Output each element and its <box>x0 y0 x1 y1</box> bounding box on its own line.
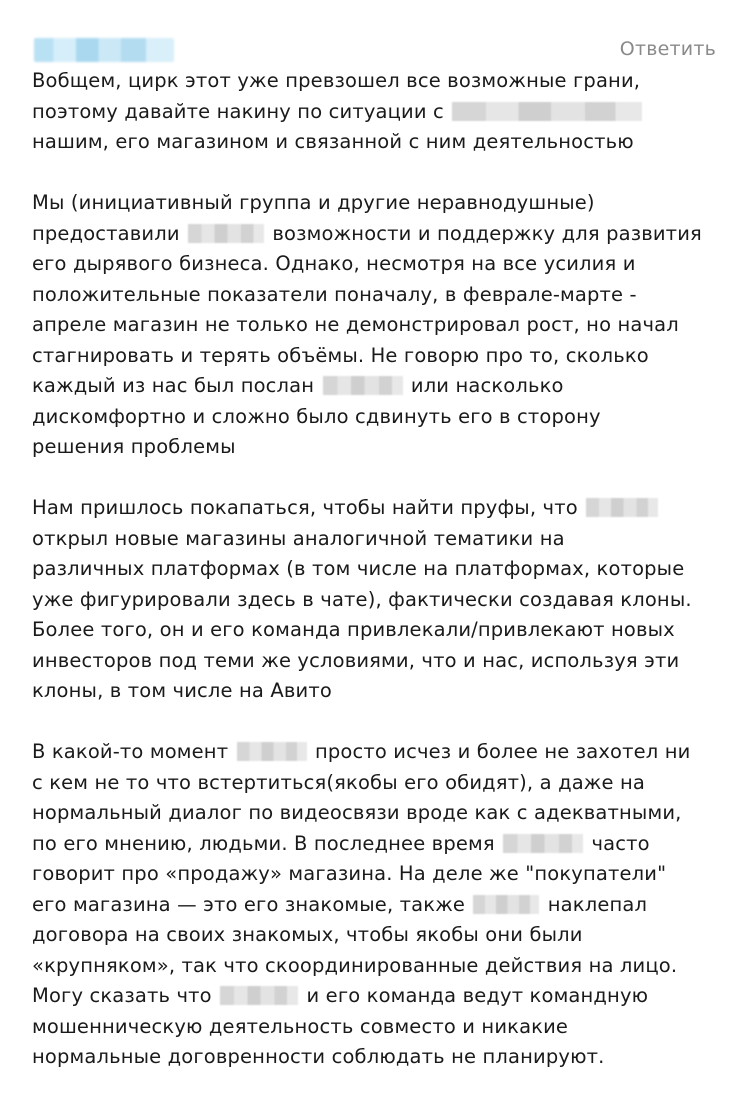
text-line: дискомфортно и сложно было сдвинуть его в сторону <box>32 404 601 428</box>
text-line: инвесторов под теми же условиями, что и нас, используя эти <box>32 648 680 672</box>
redacted-name <box>452 102 642 121</box>
redacted-name <box>188 224 264 243</box>
text-line: открыл новые магазины аналогичной тематики на <box>32 526 565 550</box>
text-line: каждый из нас был послан или насколько <box>32 374 564 397</box>
message-body <box>32 66 722 1073</box>
text-line: его магазина — это его знакомые, также наклепал <box>32 892 648 916</box>
redacted-name <box>220 986 298 1005</box>
text-line: решения проблемы <box>32 435 236 458</box>
text-line: поэтому давайте накину по ситуации с <box>32 97 722 128</box>
text-line: Могу сказать что и его команда ведут командную <box>32 984 649 1007</box>
text-line: предоставили возможности и поддержку для развития <box>32 221 702 245</box>
text-line: «крупняком», так что скоординированные действия на лицо. <box>32 953 678 977</box>
text-line: уже фигурировали здесь в чате), фактически создавая клоны. <box>32 587 692 611</box>
text-line: нормальные договренности соблюдать не планируют. <box>32 1045 605 1068</box>
text-line: нашим, его магазином и связанной с ним деятельностью <box>32 130 634 153</box>
text-line: В какой-то момент просто исчез и более не захотел ни <box>32 740 691 763</box>
redacted-name <box>237 742 307 761</box>
text-line: Вобщем, цирк этот уже превзошел все возможные грани, <box>32 69 641 92</box>
text-line: Более того, он и его команда привлекали/привлекают новых <box>32 618 675 641</box>
text-line: договора на своих знакомых, чтобы якобы они были <box>32 923 583 946</box>
author-name-redacted[interactable] <box>34 38 174 62</box>
text-line: мошенническую деятельность совместо и никакие <box>32 1014 569 1038</box>
text-line: по его мнению, людьми. В последнее время часто <box>32 831 650 855</box>
text-line: положительные показатели поначалу, в феврале-марте - <box>32 282 637 306</box>
text-line: стагнировать и терять объёмы. Не говорю про то, сколько <box>32 343 649 367</box>
text-line: различных платформах (в том числе на платформах, которые <box>32 557 685 580</box>
text-line: Нам пришлось покапаться, чтобы найти пруфы, что <box>32 493 722 524</box>
text-line: с кем не то что встертиться(якобы его обидят), а даже на <box>32 770 646 794</box>
text-line: клоны, в том числе на Авито <box>32 679 332 702</box>
text-line: нормальный диалог по видеосвязи вроде как с адекватными, <box>32 801 682 824</box>
text-line: говорит про «продажу» магазина. На деле же "покупатели" <box>32 862 667 885</box>
text-line: его дырявого бизнеса. Однако, несмотря на все усилия и <box>32 252 636 275</box>
redacted-name <box>503 834 583 853</box>
redacted-name <box>473 895 539 914</box>
redacted-name <box>323 376 403 395</box>
reply-button[interactable]: Ответить <box>619 38 716 60</box>
text-line: апреле магазин не только не демонстрировал рост, но начал <box>32 313 679 336</box>
text-line: Мы (инициативный группа и другие неравнодушные) <box>32 191 595 214</box>
redacted-name <box>586 498 658 517</box>
